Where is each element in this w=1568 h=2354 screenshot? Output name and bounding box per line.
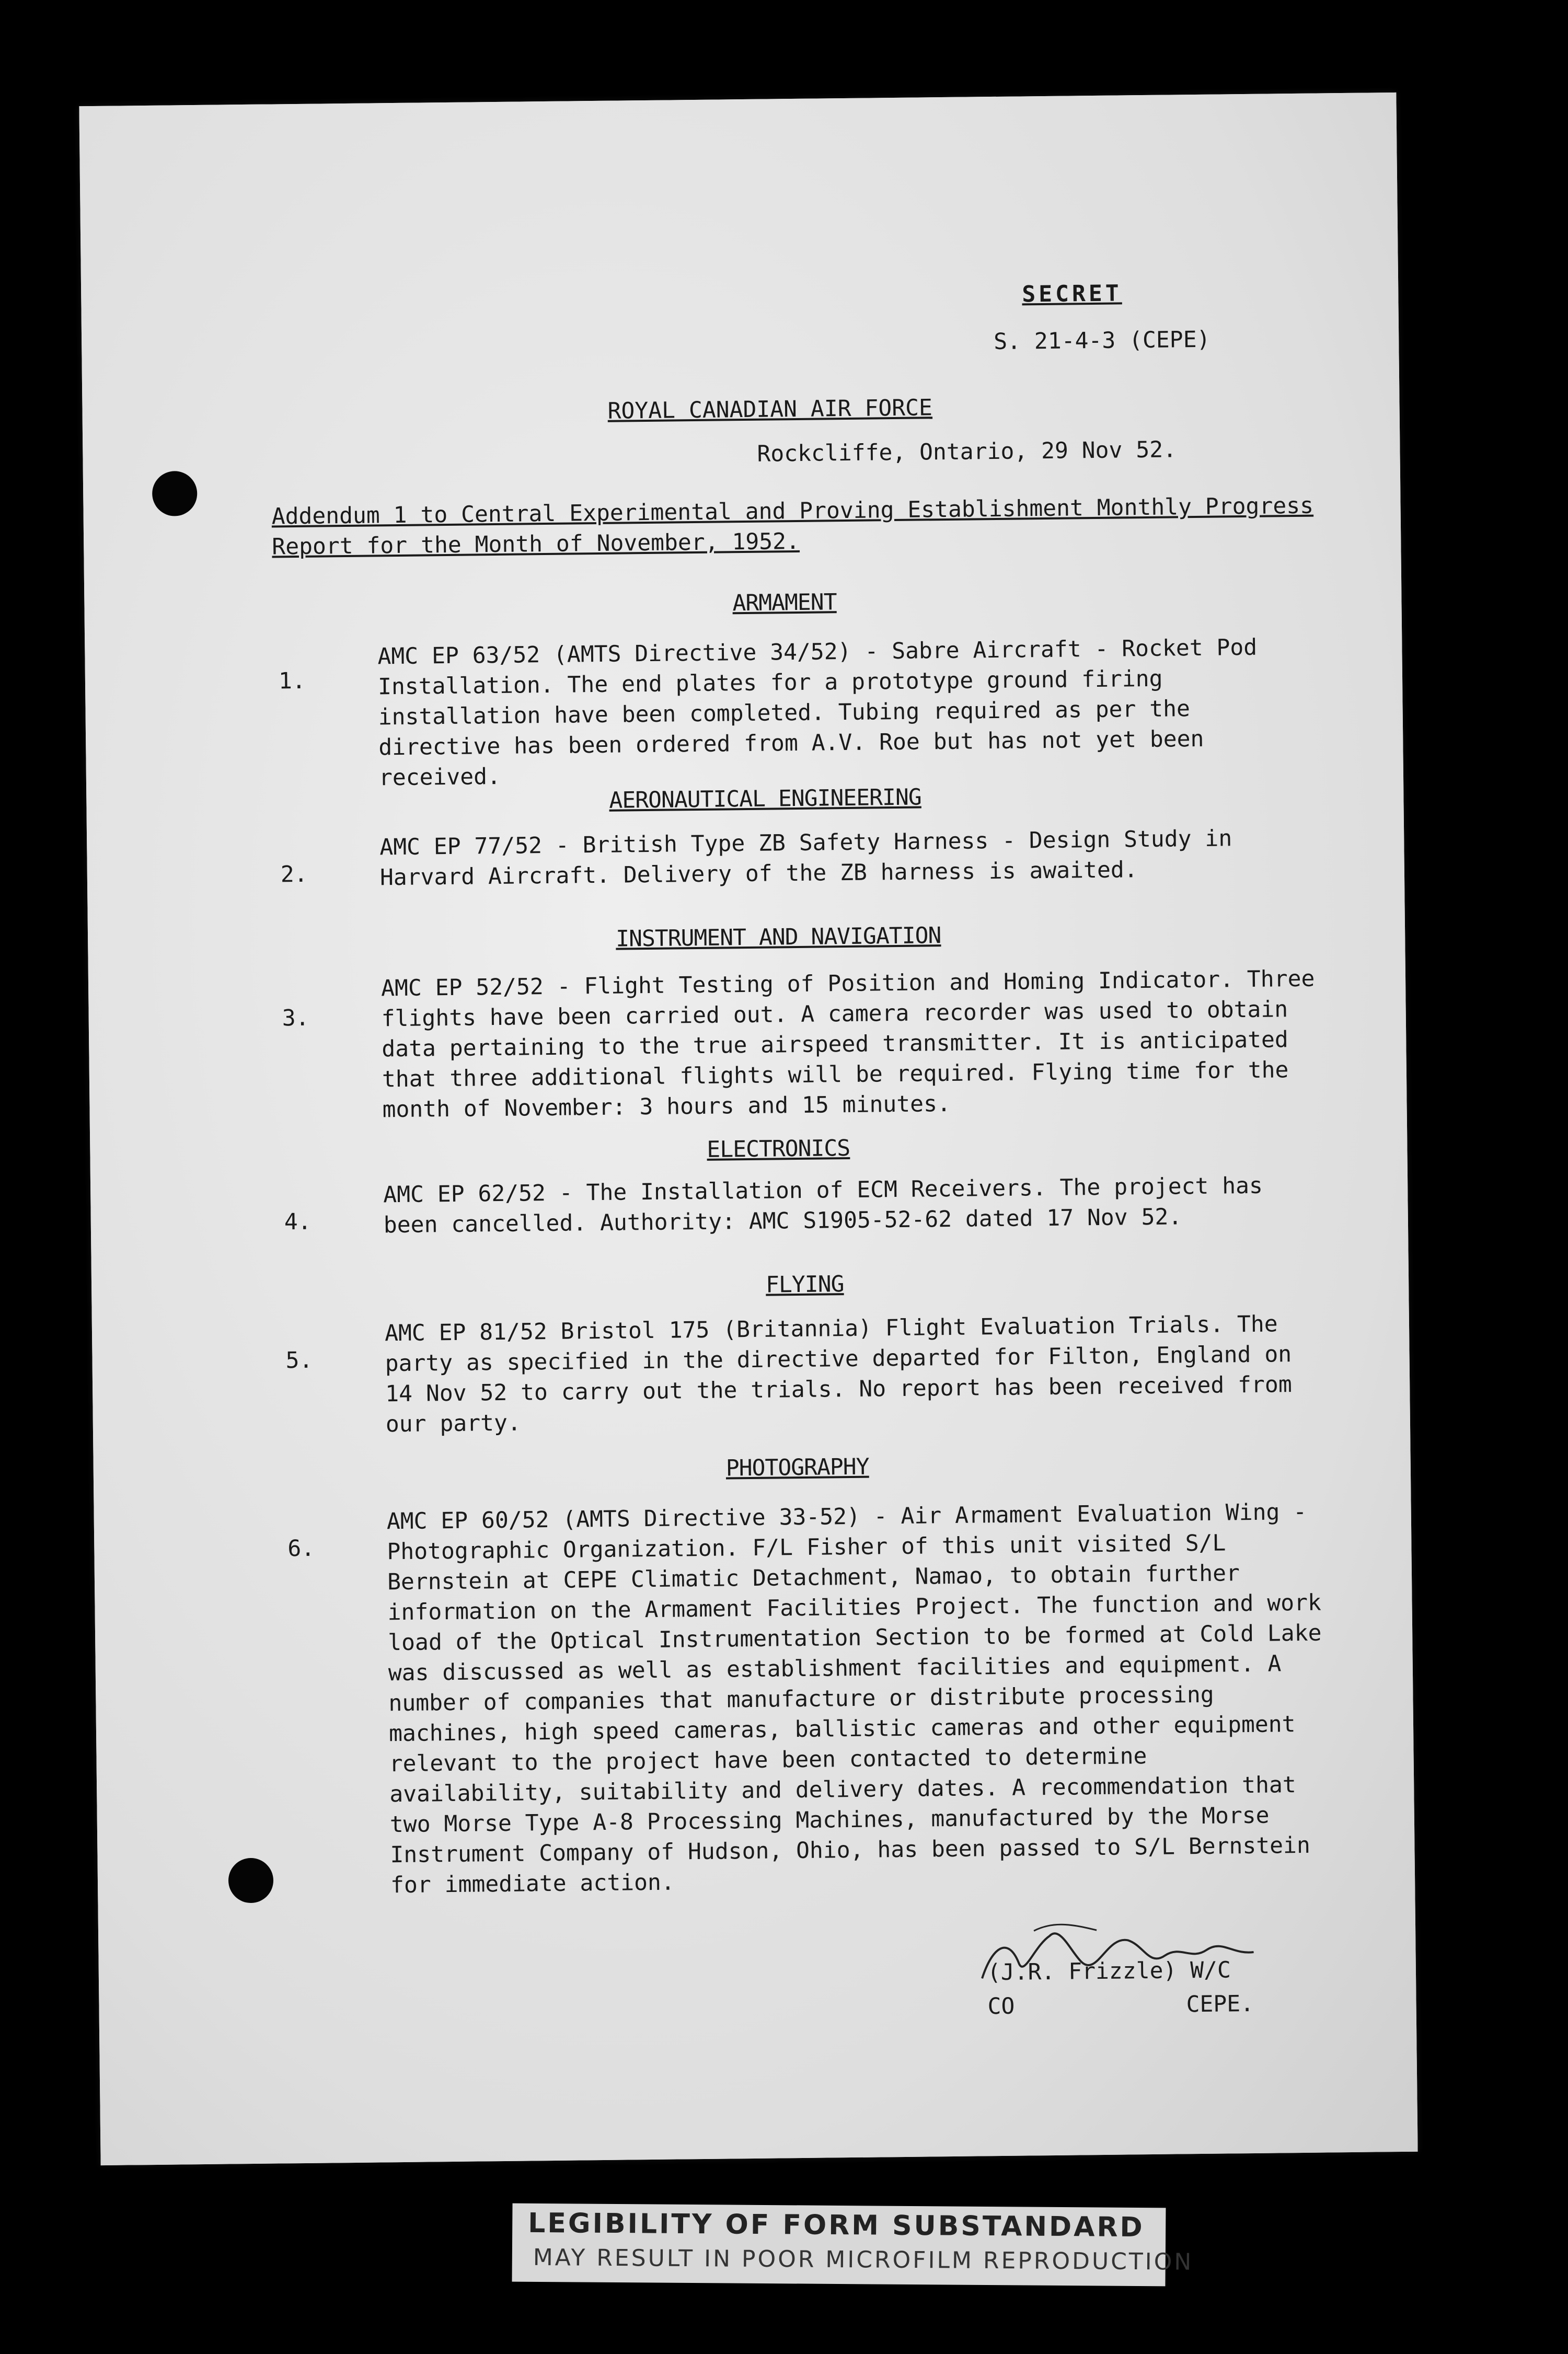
- section-heading-instrument-and-navigation: INSTRUMENT AND NAVIGATION: [615, 922, 941, 952]
- organization-heading: ROYAL CANADIAN AIR FORCE: [607, 395, 933, 424]
- section-heading-flying: FLYING: [765, 1271, 844, 1298]
- item-text: AMC EP 52/52 - Flight Testing of Position and Homing Indicator. Three flights have been carried out. A camera recorder was used to obtain data pertaining to the true airspeed transmitter. It is anticipated that three additional flights will be required. Flying time for the month of November: 3 hours and 15 minutes.: [381, 965, 1315, 1123]
- item-text: AMC EP 62/52 - The Installation of ECM Receivers. The project has been cancelled. Authority: AMC S1905-52-62 dated 17 Nov 52.: [383, 1172, 1263, 1239]
- section-heading-photography: PHOTOGRAPHY: [725, 1453, 869, 1482]
- item-text: AMC EP 63/52 (AMTS Directive 34/52) - Sabre Aircraft - Rocket Pod Installation. The end plates for a prototype ground firing installation have been completed. Tubing required as per the directive has been ordered from A.V. Roe but has not yet been received.: [377, 634, 1258, 791]
- place-and-date: Rockcliffe, Ontario, 29 Nov 52.: [757, 436, 1177, 467]
- signatory-name: (J.R. Frizzle) W/C: [987, 1957, 1231, 1986]
- document-page: [79, 93, 1417, 2165]
- section-heading-aeronautical-engineering: AERONAUTICAL ENGINEERING: [609, 784, 921, 814]
- item-number: 3.: [282, 1005, 309, 1032]
- document-title: Addendum 1 to Central Experimental and Proving Establishment Monthly Progress Report for the Month of November, 1952.: [271, 492, 1314, 560]
- section-heading-electronics: ELECTRONICS: [707, 1135, 850, 1163]
- signatory-unit: CEPE.: [1186, 1990, 1254, 2018]
- item-text: AMC EP 77/52 - British Type ZB Safety Harness - Design Study in Harvard Aircraft. Delivery of the ZB harness is awaited.: [379, 825, 1232, 891]
- item-number: 2.: [280, 861, 308, 888]
- item-number: 5.: [285, 1347, 313, 1374]
- item-number: 4.: [284, 1208, 312, 1236]
- legibility-notice-line1: LEGIBILITY OF FORM SUBSTANDARD: [528, 2207, 1145, 2244]
- security-classification: SECRET: [1022, 280, 1122, 308]
- signatory-role: CO: [987, 1993, 1015, 2020]
- item-number: 1.: [278, 667, 306, 695]
- microfilm-legibility-notice: [512, 2203, 1194, 2287]
- file-reference: S. 21-4-3 (CEPE): [993, 326, 1210, 355]
- punch-hole-bottom: [228, 1858, 274, 1903]
- item-text: AMC EP 60/52 (AMTS Directive 33-52) - Air Armament Evaluation Wing - Photographic Organization. F/L Fisher of this unit visited S/L Bernstein at CEPE Climatic Detachment, Namao, to obtain further information on the Armament Facilities Project. The function and work load of the Optical Instrumentation Section to be formed at Cold Lake was discussed as well as establishment facilities and equipment. A number of companies that manufacture or distribute processing machines, high speed cameras, ballistic cameras and other equipment relevant to the project have been contacted to determine availability, suitability and delivery dates. A recommendation that two Morse Type A-8 Processing Machines, manufactured by the Morse Instrument Company of Hudson, Ohio, has been passed to S/L Bernstein for immediate action.: [386, 1498, 1322, 1899]
- punch-hole-top: [152, 471, 198, 516]
- item-number: 6.: [287, 1535, 315, 1562]
- legibility-notice-line2: MAY RESULT IN POOR MICROFILM REPRODUCTION: [533, 2244, 1194, 2276]
- section-heading-armament: ARMAMENT: [732, 589, 837, 617]
- item-text: AMC EP 81/52 Bristol 175 (Britannia) Flight Evaluation Trials. The party as specified in the directive departed for Filton, England on 14 Nov 52 to carry out the trials. No report has been received from our party.: [384, 1311, 1292, 1438]
